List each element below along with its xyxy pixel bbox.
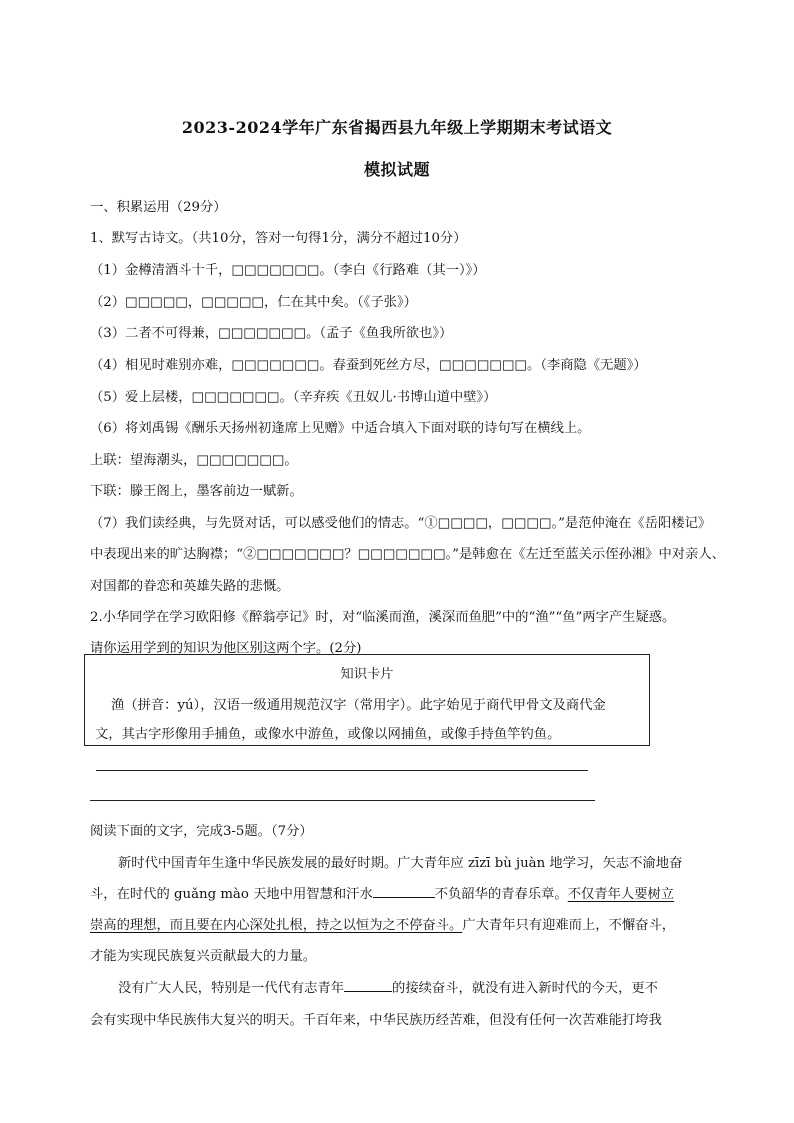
question-1-item-5: （5）爱上层楼，□□□□□□□。（辛弃疾《丑奴儿·书博山道中壁》）: [90, 390, 497, 405]
knowledge-card-title: 知识卡片: [340, 667, 394, 682]
couplet-lower: 下联：滕王阁上，墨客前边一赋新。: [90, 484, 303, 499]
passage-p1-line-3: [90, 914, 675, 933]
exam-subtitle: 模拟试题: [363, 160, 430, 179]
passage-p1-line-1: 新时代中国青年生逢中华民族发展的最好时期。广大青年应 zīzī bù juàn 地学习，矢志不渝地奋: [118, 856, 683, 871]
passage-p1-line-4: 才能为实现民族复兴贡献最大的力量。: [90, 949, 317, 964]
passage-p2-line-1: [118, 977, 658, 996]
knowledge-card-line-1: 渔（拼音：yú），汉语一级通用规范汉字（常用字）。此字始见于商代甲骨文及商代金: [111, 698, 606, 713]
question-1-prompt: 1、默写古诗文。（共10分，答对一句得1分，满分不超过10分）: [90, 231, 467, 246]
answer-line-2[interactable]: [90, 800, 595, 801]
question-2-line-2: 请你运用学到的知识为他区别这两个字。(2分): [90, 641, 362, 656]
question-1-item-7-line-1: （7）我们读经典，与先贤对话，可以感受他们的情志。“①□□□□，□□□□。”是范仲淹在《岳阳楼记》: [90, 516, 712, 531]
fill-blank-1[interactable]: [373, 885, 435, 898]
question-1-item-7-line-2: 中表现出来的旷达胸襟；“②□□□□□□□？□□□□□□□。”是韩愈在《左迁至蓝关示侄孙湘》中对亲人、: [90, 547, 725, 562]
couplet-upper: 上联：望海潮头，□□□□□□□。: [90, 453, 298, 468]
passage-p1-line-3-text-b: 广大青年只有迎难而上，不懈奋斗，: [462, 918, 676, 933]
passage-p1-line-2-text-a: 斗，在时代的 guǎng mào 天地中用智慧和汗水: [90, 887, 373, 902]
answer-line-1[interactable]: [96, 770, 588, 771]
passage-p2-line-2: 会有实现中华民族伟大复兴的明天。千百年来，中华民族历经苦难，但没有任何一次苦难能打垮我: [90, 1013, 662, 1028]
question-2-line-1: 2.小华同学在学习欧阳修《醉翁亭记》时，对“临溪而渔，溪深而鱼肥”中的“渔”“鱼”两字产生疑惑。: [90, 610, 676, 625]
passage-p1-line-2: [90, 883, 674, 902]
underlined-sentence-end: 崇高的理想，而且要在内心深处扎根，持之以恒为之不停奋斗。: [90, 918, 463, 933]
question-1-item-2: （2）□□□□□，□□□□□，仁在其中矣。（《子张》）: [90, 295, 417, 310]
passage-p2-line-1-text-a: 没有广大人民，特别是一代代有志青年: [118, 981, 345, 996]
exam-title: 2023-2024学年广东省揭西县九年级上学期期末考试语文: [181, 118, 613, 137]
knowledge-card-line-2: 文，其古字形像用手捕鱼，或像水中游鱼，或像以网捕鱼，或像手持鱼竿钓鱼。: [95, 727, 561, 742]
question-1-item-6: （6）将刘禹锡《酬乐天扬州初逢席上见赠》中适合填入下面对联的诗句写在横线上。: [90, 421, 591, 436]
passage-p1-line-2-text-b: 不负韶华的青春乐章。: [434, 887, 568, 902]
fill-blank-2[interactable]: [344, 979, 392, 992]
question-1-item-3: （3）二者不可得兼，□□□□□□□。（孟子《鱼我所欲也》）: [90, 326, 453, 341]
section-heading: 一、积累运用（29分）: [90, 200, 227, 215]
knowledge-card: [84, 654, 650, 746]
reading-intro: 阅读下面的文字，完成3-5题。（7分）: [90, 824, 313, 839]
question-1-item-4: （4）相见时难别亦难，□□□□□□□。春蚕到死丝方尽，□□□□□□□。（李商隐《无题》）: [90, 358, 647, 373]
underlined-sentence-start: 不仅青年人要树立: [567, 887, 675, 902]
question-1-item-7-line-3: 对国都的眷恋和英雄失路的悲慨。: [90, 579, 290, 594]
question-1-item-1: （1）金樽清酒斗十千，□□□□□□□。（李白《行路难（其一）》）: [90, 263, 486, 278]
passage-p2-line-1-text-b: 的接续奋斗，就没有进入新时代的今天，更不: [392, 981, 658, 996]
